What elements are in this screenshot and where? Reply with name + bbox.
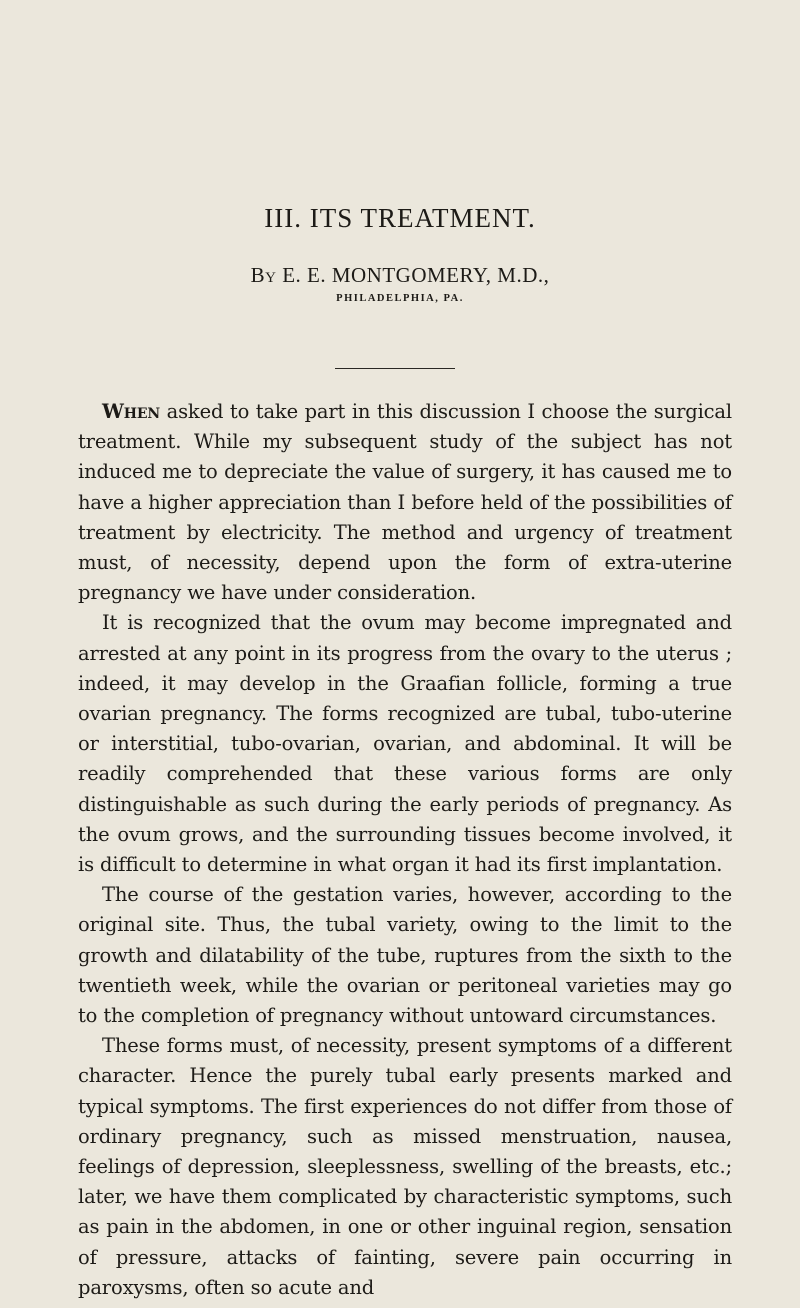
- paragraph: [78, 397, 732, 608]
- author-location: PHILADELPHIA, PA.: [336, 293, 464, 304]
- paragraph-text: asked to take part in this discussion I choose the surgical treatment. While my subsequent study of the subject has not induced me to depreciate the value of surgery, it has caused me to have a higher appreciation than I before held of the possibilities of treatment by electricity. The method and urgency of treatment must, of necessity, depend upon the form of extra-uterine pregnancy we have under consideration.: [78, 400, 732, 605]
- paragraph: It is recognized that the ovum may become impregnated and arrested at any point in its progress from the ovary to the uterus ; indeed, it may develop in the Graafian follicle, forming a true ovarian pregnancy. The forms recognized are tubal, tubo-uterine or interstitial, tubo-ovarian, ovarian, and abdominal. It will be readily comprehended that these various forms are only distinguishable as such during the early periods of pregnancy. As the ovum grows, and the surrounding tissues become involved, it is difficult to determine in what organ it had its first implantation.: [78, 611, 732, 877]
- author-prefix: By: [250, 263, 277, 287]
- paragraph: The course of the gestation varies, however, according to the original site. Thus, the tubal variety, owing to the limit to the growth and dilatability of the tube, ruptures from the sixth to the twentieth week, while the ovarian or peritoneal varieties may go to the completion of pregnancy without untoward circumstances.: [78, 883, 732, 1028]
- lead-word: When: [102, 400, 160, 423]
- section-title: III. ITS TREATMENT.: [264, 203, 536, 233]
- paragraph: These forms must, of necessity, present symptoms of a different character. Hence the purely tubal early presents marked and typical symptoms. The first experiences do not differ from those of ordinary pregnancy, such as missed menstruation, nausea, feelings of depression, sleeplessness, swelling of the breasts, etc.; later, we have them complicated by characteristic symptoms, such as pain in the abdomen, in one or other inguinal region, sensation of pressure, attacks of fainting, severe pain occurring in paroxysms, often so acute and: [78, 1034, 732, 1299]
- author-name: E. E. MONTGOMERY, M.D.,: [282, 263, 550, 287]
- author-byline: [0, 263, 800, 288]
- divider-rule: [335, 368, 455, 369]
- body-text: [78, 397, 732, 1303]
